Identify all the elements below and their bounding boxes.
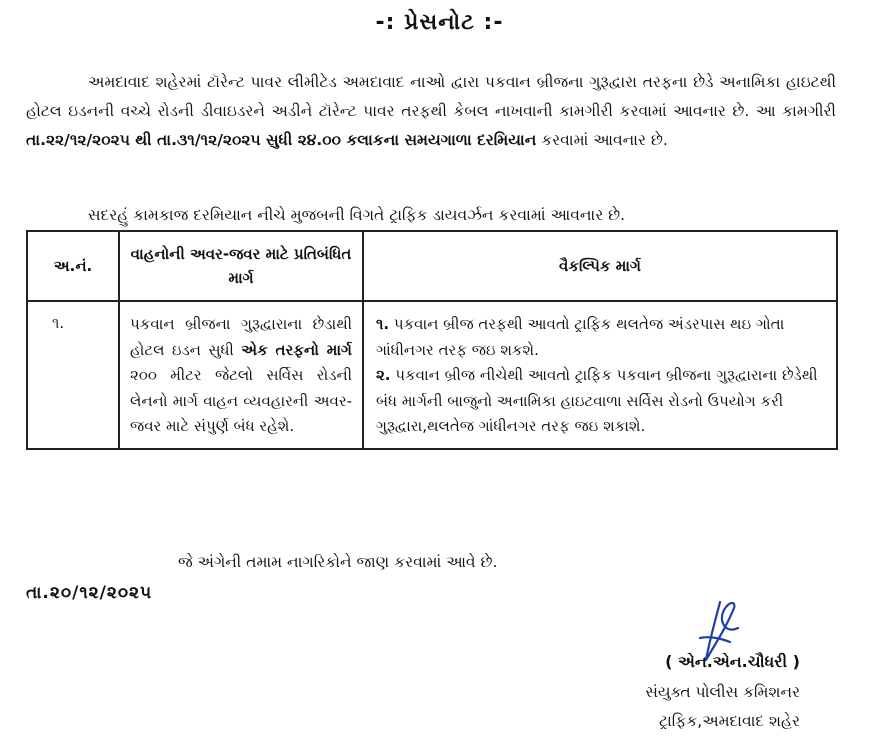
restricted-route-text-part2: ૨૦૦ મીટર જેટલો સર્વિસ રોડની લેનનો માર્ગ વાહન વ્યવહારની અવર-જવર માટે સંપુર્ણ બંધ રહેશે. [130, 366, 352, 435]
alternate-route-item [376, 312, 826, 363]
restricted-route-cell [119, 301, 363, 449]
alternate-route-number: ૨. [376, 366, 391, 384]
intro-text-part2: કરવામાં આવનાર છે. [541, 131, 668, 149]
issue-date: તા.૨૦/૧૨/૨૦૨૫ [26, 583, 153, 603]
header-serial-number: અ.નં. [27, 231, 119, 301]
traffic-diversion-table [26, 230, 838, 450]
alternate-route-number: ૧. [376, 315, 390, 333]
alternate-route-item [376, 363, 826, 440]
press-note-title: -: પ્રેસનોટ :- [375, 10, 504, 35]
alternate-route-cell [363, 301, 837, 449]
row-serial-number: ૧. [27, 301, 119, 449]
table-header-row [27, 231, 837, 301]
header-restricted-route: વાહનોની અવર-જવર માટે પ્રતિબંધિત માર્ગ [119, 231, 363, 301]
restricted-route-one-way: એક તરફનો માર્ગ [241, 340, 352, 359]
table-row [27, 301, 837, 449]
closing-note: જે અંગેની તમામ નાગરિકોને જાણ કરવામાં આવે છે. [178, 553, 498, 571]
alternate-route-text: પકવાન બ્રીજ તરફથી આવતો ટ્રાફિક થલતેજ અંડરપાસ થઇ ગોતા ગાંધીનગર તરફ જઇ શકશે. [376, 315, 785, 359]
signatory-office: ટ્રાફિક,અમદાવાદ શહેર [658, 712, 800, 730]
intro-text-part1: અમદાવાદ શહેરમાં ટૉરેન્ટ પાવર લીમીટેડ અમદાવાદ નાઓ દ્વારા પકવાન બ્રીજના ગુરૂદ્વારા તરફના છેડે અનામિકા હાઇટથી હોટલ ઇડનની વચ્ચે રોડની ડીવાઇડરને અડીને ટૉરેન્ટ પાવર તરફથી કેબલ નાખવાની કામગીરી કરવામાં આવનાર છે. આ કામગીરી [26, 73, 836, 120]
restricted-route-text-part1: પકવાન બ્રીજના ગુરૂદ્વારાના છેડાથી હોટલ ઇડન સુધી [130, 315, 352, 359]
signatory-name: ( એન.એન.ચૌધરી ) [665, 652, 800, 671]
signatory-designation: સંયુક્ત પોલીસ કમિશનર [645, 683, 800, 701]
header-alternate-route: વૈકલ્પિક માર્ગ [363, 231, 837, 301]
alternate-route-text: પકવાન બ્રીજ નીચેથી આવતો ટ્રાફિક પકવાન બ્રીજના ગુરૂદ્વારાના છેડેથી બંધ માર્ગની બાજુનો અનામિકા હાઇટવાળા સર્વિસ રોડનો ઉપયોગ કરી ગુરૂદ્વારા,થલતેજ ગાંધીનગર તરફ જઇ શકાશે. [376, 366, 818, 435]
diversion-intro-line: સદરહું કામકાજ દરમિયાન નીચે મુજબની વિગતે ટ્રાફિક ડાયવર્ઝન કરવામાં આવનાર છે. [88, 206, 626, 224]
intro-paragraph [26, 68, 836, 155]
intro-date-range: તા.૨૨/૧૨/૨૦૨૫ થી તા.૩૧/૧૨/૨૦૨૫ સુધી ૨૪.૦૦ કલાકના સમયગાળા દરમિયાન [26, 131, 537, 149]
